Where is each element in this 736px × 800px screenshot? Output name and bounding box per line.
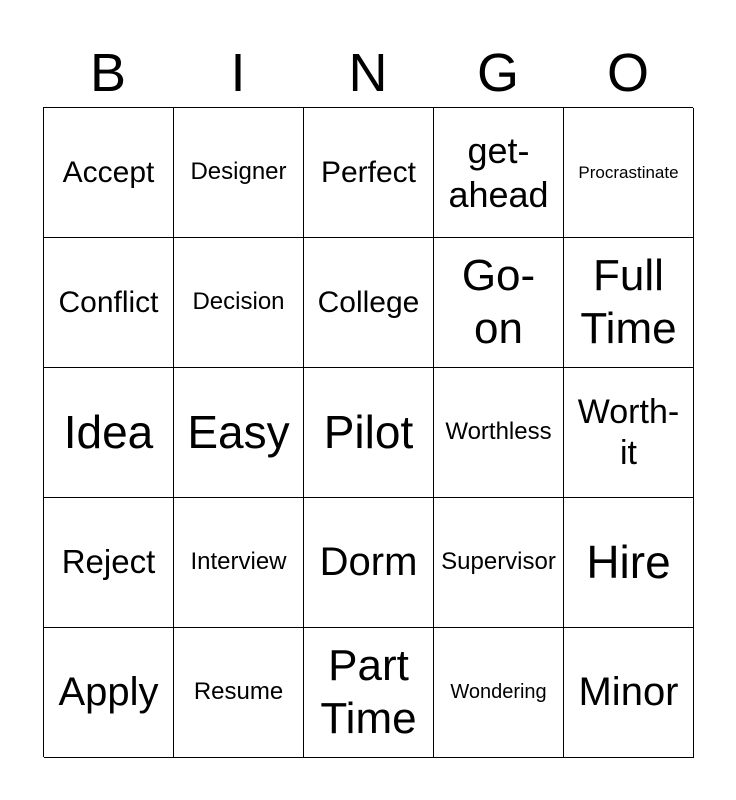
- header-letter-n: N: [348, 43, 388, 103]
- bingo-cell[interactable]: [434, 368, 564, 498]
- cell-text: Pilot: [323, 405, 414, 458]
- bingo-cell[interactable]: [44, 628, 174, 758]
- bingo-cell[interactable]: [564, 108, 694, 238]
- cell-text: Resume: [193, 678, 284, 706]
- bingo-header: [43, 40, 693, 106]
- cell-text: Part Time: [320, 640, 417, 743]
- cell-text: Decision: [192, 288, 285, 316]
- cell-text: Supervisor: [441, 548, 556, 576]
- cell-text: Wondering: [450, 681, 547, 704]
- cell-text: Worth-it: [577, 392, 680, 472]
- bingo-cell[interactable]: [174, 368, 304, 498]
- bingo-cell[interactable]: [564, 238, 694, 368]
- cell-text: College: [317, 285, 420, 319]
- cell-text: Apply: [58, 670, 159, 715]
- bingo-cell[interactable]: [434, 628, 564, 758]
- cell-text: Conflict: [58, 285, 159, 319]
- cell-text: Reject: [61, 543, 156, 581]
- bingo-cell[interactable]: [44, 498, 174, 628]
- bingo-cell[interactable]: [174, 108, 304, 238]
- bingo-cell[interactable]: [564, 368, 694, 498]
- bingo-cell[interactable]: [44, 368, 174, 498]
- cell-text: get-ahead: [448, 130, 549, 215]
- cell-text: Procrastinate: [578, 162, 679, 182]
- cell-text: Idea: [63, 405, 154, 458]
- bingo-cell[interactable]: [174, 238, 304, 368]
- bingo-cell[interactable]: [564, 628, 694, 758]
- cell-text: Dorm: [319, 540, 418, 585]
- bingo-cell[interactable]: [304, 238, 434, 368]
- cell-text: Minor: [578, 670, 679, 715]
- bingo-board: [43, 107, 693, 757]
- header-letter-b: B: [89, 43, 127, 103]
- bingo-cell[interactable]: [44, 238, 174, 368]
- cell-text: Full Time: [580, 250, 677, 353]
- header-letter-o: O: [606, 43, 649, 103]
- bingo-cell[interactable]: [434, 108, 564, 238]
- cell-text: Easy: [187, 405, 290, 458]
- cell-text: Hire: [586, 535, 671, 588]
- header-letter-g: G: [476, 43, 519, 103]
- cell-text: Accept: [62, 155, 155, 189]
- bingo-cell[interactable]: [304, 108, 434, 238]
- cell-text: Interview: [190, 548, 287, 576]
- cell-text: Perfect: [320, 155, 417, 189]
- bingo-cell[interactable]: [174, 498, 304, 628]
- bingo-cell[interactable]: [304, 498, 434, 628]
- bingo-cell[interactable]: [304, 368, 434, 498]
- bingo-cell[interactable]: [304, 628, 434, 758]
- bingo-cell[interactable]: [434, 498, 564, 628]
- bingo-cell[interactable]: [174, 628, 304, 758]
- header-letter-i: I: [230, 43, 246, 103]
- cell-text: Designer: [190, 158, 287, 186]
- bingo-cell[interactable]: [434, 238, 564, 368]
- cell-text: Worthless: [445, 418, 552, 446]
- cell-text: Go-on: [461, 250, 536, 353]
- bingo-cell[interactable]: [44, 108, 174, 238]
- bingo-cell[interactable]: [564, 498, 694, 628]
